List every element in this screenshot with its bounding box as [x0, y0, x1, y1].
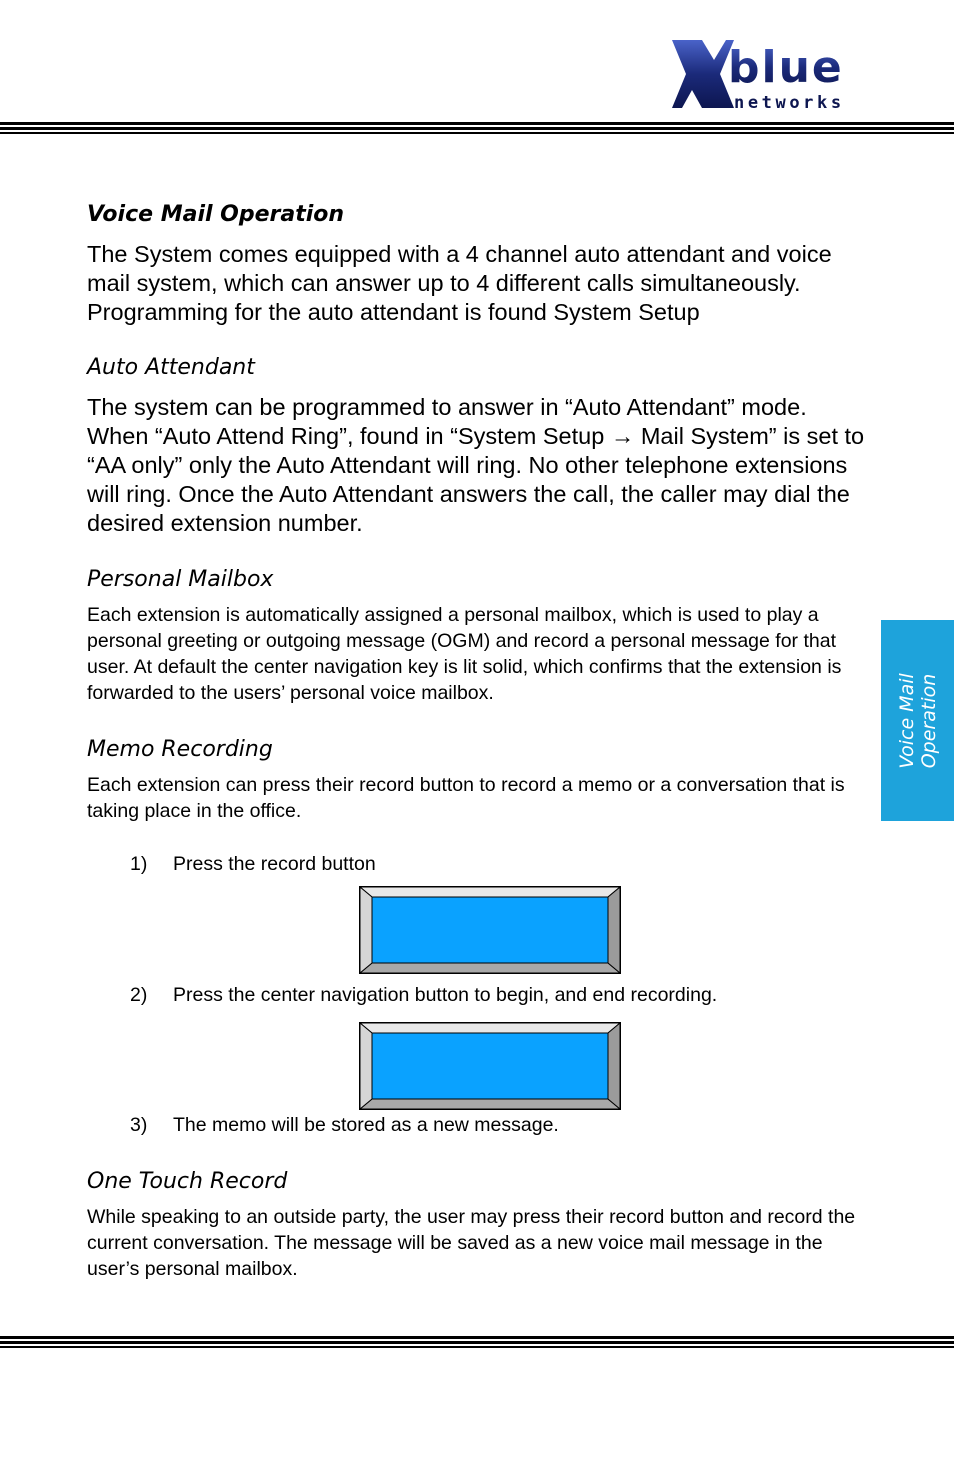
- personal-mailbox-paragraph: Each extension is automatically assigned a personal mailbox, which is used to play a personal greeting or outgoing message (OGM) and record a personal message for that user. At default the center navigation key is lit solid, which confirms that the extension is forwarded to the users’ personal voice mailbox.: [87, 604, 842, 704]
- memo-recording-paragraph: Each extension can press their record button to record a memo or a conversation that is taking place in the office.: [87, 774, 845, 822]
- step-text: The memo will be stored as a new message.: [173, 1114, 559, 1136]
- xblue-networks-logo: [668, 38, 872, 112]
- personal-mailbox-heading: Personal Mailbox: [87, 567, 274, 592]
- step-number: 2): [130, 984, 148, 1006]
- footer-divider: [0, 1336, 954, 1348]
- step-text: Press the center navigation button to begin, and end recording.: [173, 984, 718, 1006]
- step-number: 3): [130, 1114, 148, 1136]
- intro-paragraph: The System comes equipped with a 4 channel auto attendant and voice mail system, which can answer up to 4 different calls simultaneously. Programming for the auto attendant is found System Setup: [87, 241, 832, 325]
- step-item: [130, 851, 376, 877]
- logo-word-networks: networks: [734, 93, 845, 112]
- auto-attendant-heading: Auto Attendant: [87, 355, 255, 380]
- page-title: Voice Mail Operation: [87, 202, 345, 227]
- side-tab-label: Voice Mail Operation: [895, 672, 940, 769]
- memo-recording-heading: Memo Recording: [87, 737, 273, 762]
- one-touch-record-paragraph: While speaking to an outside party, the user may press their record button and record the current conversation. The message will be saved as a new voice mail message in the user’s personal mailbox.: [87, 1206, 856, 1280]
- logo-word-blue: blue: [728, 42, 844, 93]
- header-divider: [0, 122, 954, 134]
- center-navigation-key[interactable]: [359, 1022, 621, 1110]
- one-touch-record-heading: One Touch Record: [87, 1169, 288, 1194]
- record-button-key[interactable]: [359, 886, 621, 974]
- step-text: Press the record button: [173, 853, 376, 875]
- step-item: [130, 1112, 559, 1138]
- section-side-tab[interactable]: [881, 620, 954, 821]
- step-number: 1): [130, 853, 148, 875]
- step-item: [130, 982, 717, 1008]
- auto-attendant-paragraph: The system can be programmed to answer in “Auto Attendant” mode. When “Auto Attend Ring”, found in “System Setup → Mail System” is set to “AA only” only the Auto Attendant will ring. No other telephone extensions will ring. Once the Auto Attendant answers the call, the caller may dial the desired extension number.: [87, 394, 865, 536]
